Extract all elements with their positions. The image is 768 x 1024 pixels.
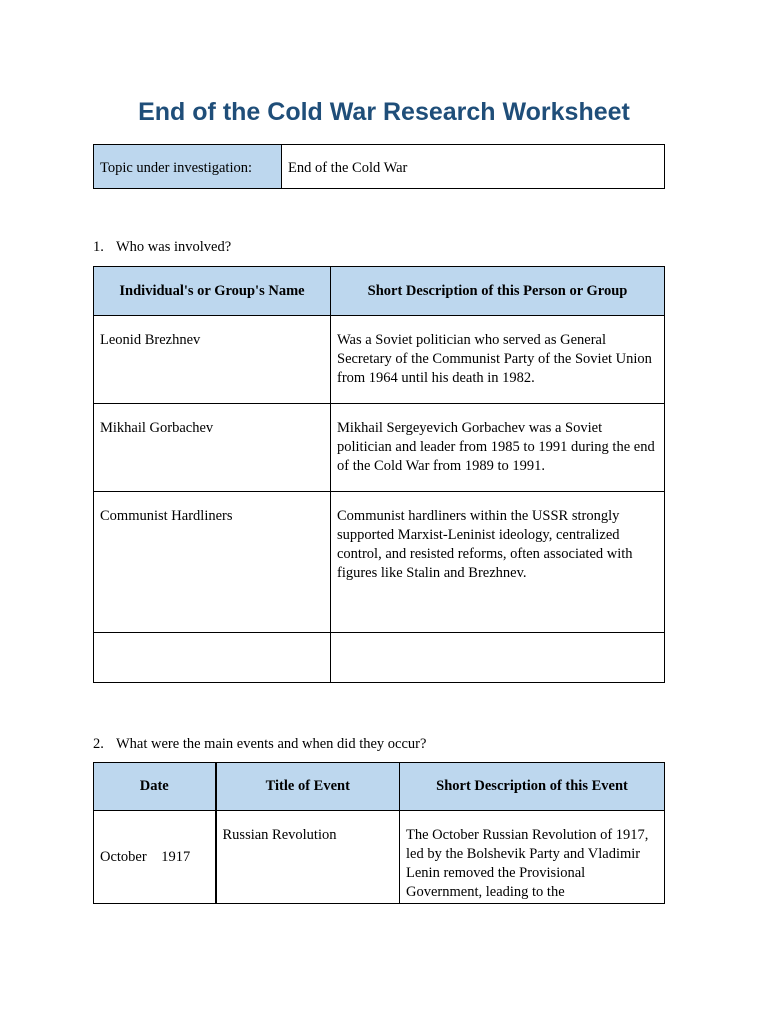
event-description-text: The October Russian Revolution of 1917, led by the Bolshevik Party and Vladimir Lenin removed the Provisional Government, leading to the [406,827,649,900]
table-row [94,811,665,904]
person-description[interactable]: Mikhail Sergeyevich Gorbachev was a Soviet politician and leader from 1985 to 1991 during the end of the Cold War from 1989 to 1991. [331,404,665,492]
question-2-text: What were the main events and when did they occur? [116,736,427,752]
people-header-description: Short Description of this Person or Group [331,267,665,316]
event-date-text: October 1917 [100,848,191,865]
table-row [94,316,665,404]
topic-value[interactable]: End of the Cold War [282,145,665,189]
page-title: End of the Cold War Research Worksheet [138,98,630,126]
person-description[interactable]: Was a Soviet politician who served as General Secretary of the Communist Party of the Soviet Union from 1964 until his death in 1982. [331,316,665,404]
event-title[interactable]: Russian Revolution [216,811,400,904]
events-header-row [94,763,665,811]
question-2 [93,736,426,753]
events-header-date: Date [94,763,216,811]
person-description[interactable] [331,633,665,683]
events-header-description: Short Description of this Event [400,763,665,811]
people-header-row [94,267,665,316]
people-header-name: Individual's or Group's Name [94,267,331,316]
person-name[interactable] [94,633,331,683]
table-row [94,633,665,683]
person-name[interactable]: Communist Hardliners [94,492,331,633]
person-name[interactable]: Mikhail Gorbachev [94,404,331,492]
topic-label: Topic under investigation: [94,145,282,189]
event-description[interactable] [400,811,665,904]
people-table [93,266,665,683]
events-header-title: Title of Event [216,763,400,811]
question-1 [93,239,231,256]
question-2-number: 2. [93,736,104,752]
table-row [94,404,665,492]
person-name[interactable]: Leonid Brezhnev [94,316,331,404]
question-1-text: Who was involved? [116,239,232,255]
table-row [94,492,665,633]
question-1-number: 1. [93,239,104,255]
events-table [93,762,665,904]
topic-table [93,144,665,189]
event-date[interactable] [94,811,216,904]
person-description[interactable]: Communist hardliners within the USSR strongly supported Marxist-Leninist ideology, centralized control, and resisted reforms, often associated with figures like Stalin and Brezhnev. [331,492,665,633]
